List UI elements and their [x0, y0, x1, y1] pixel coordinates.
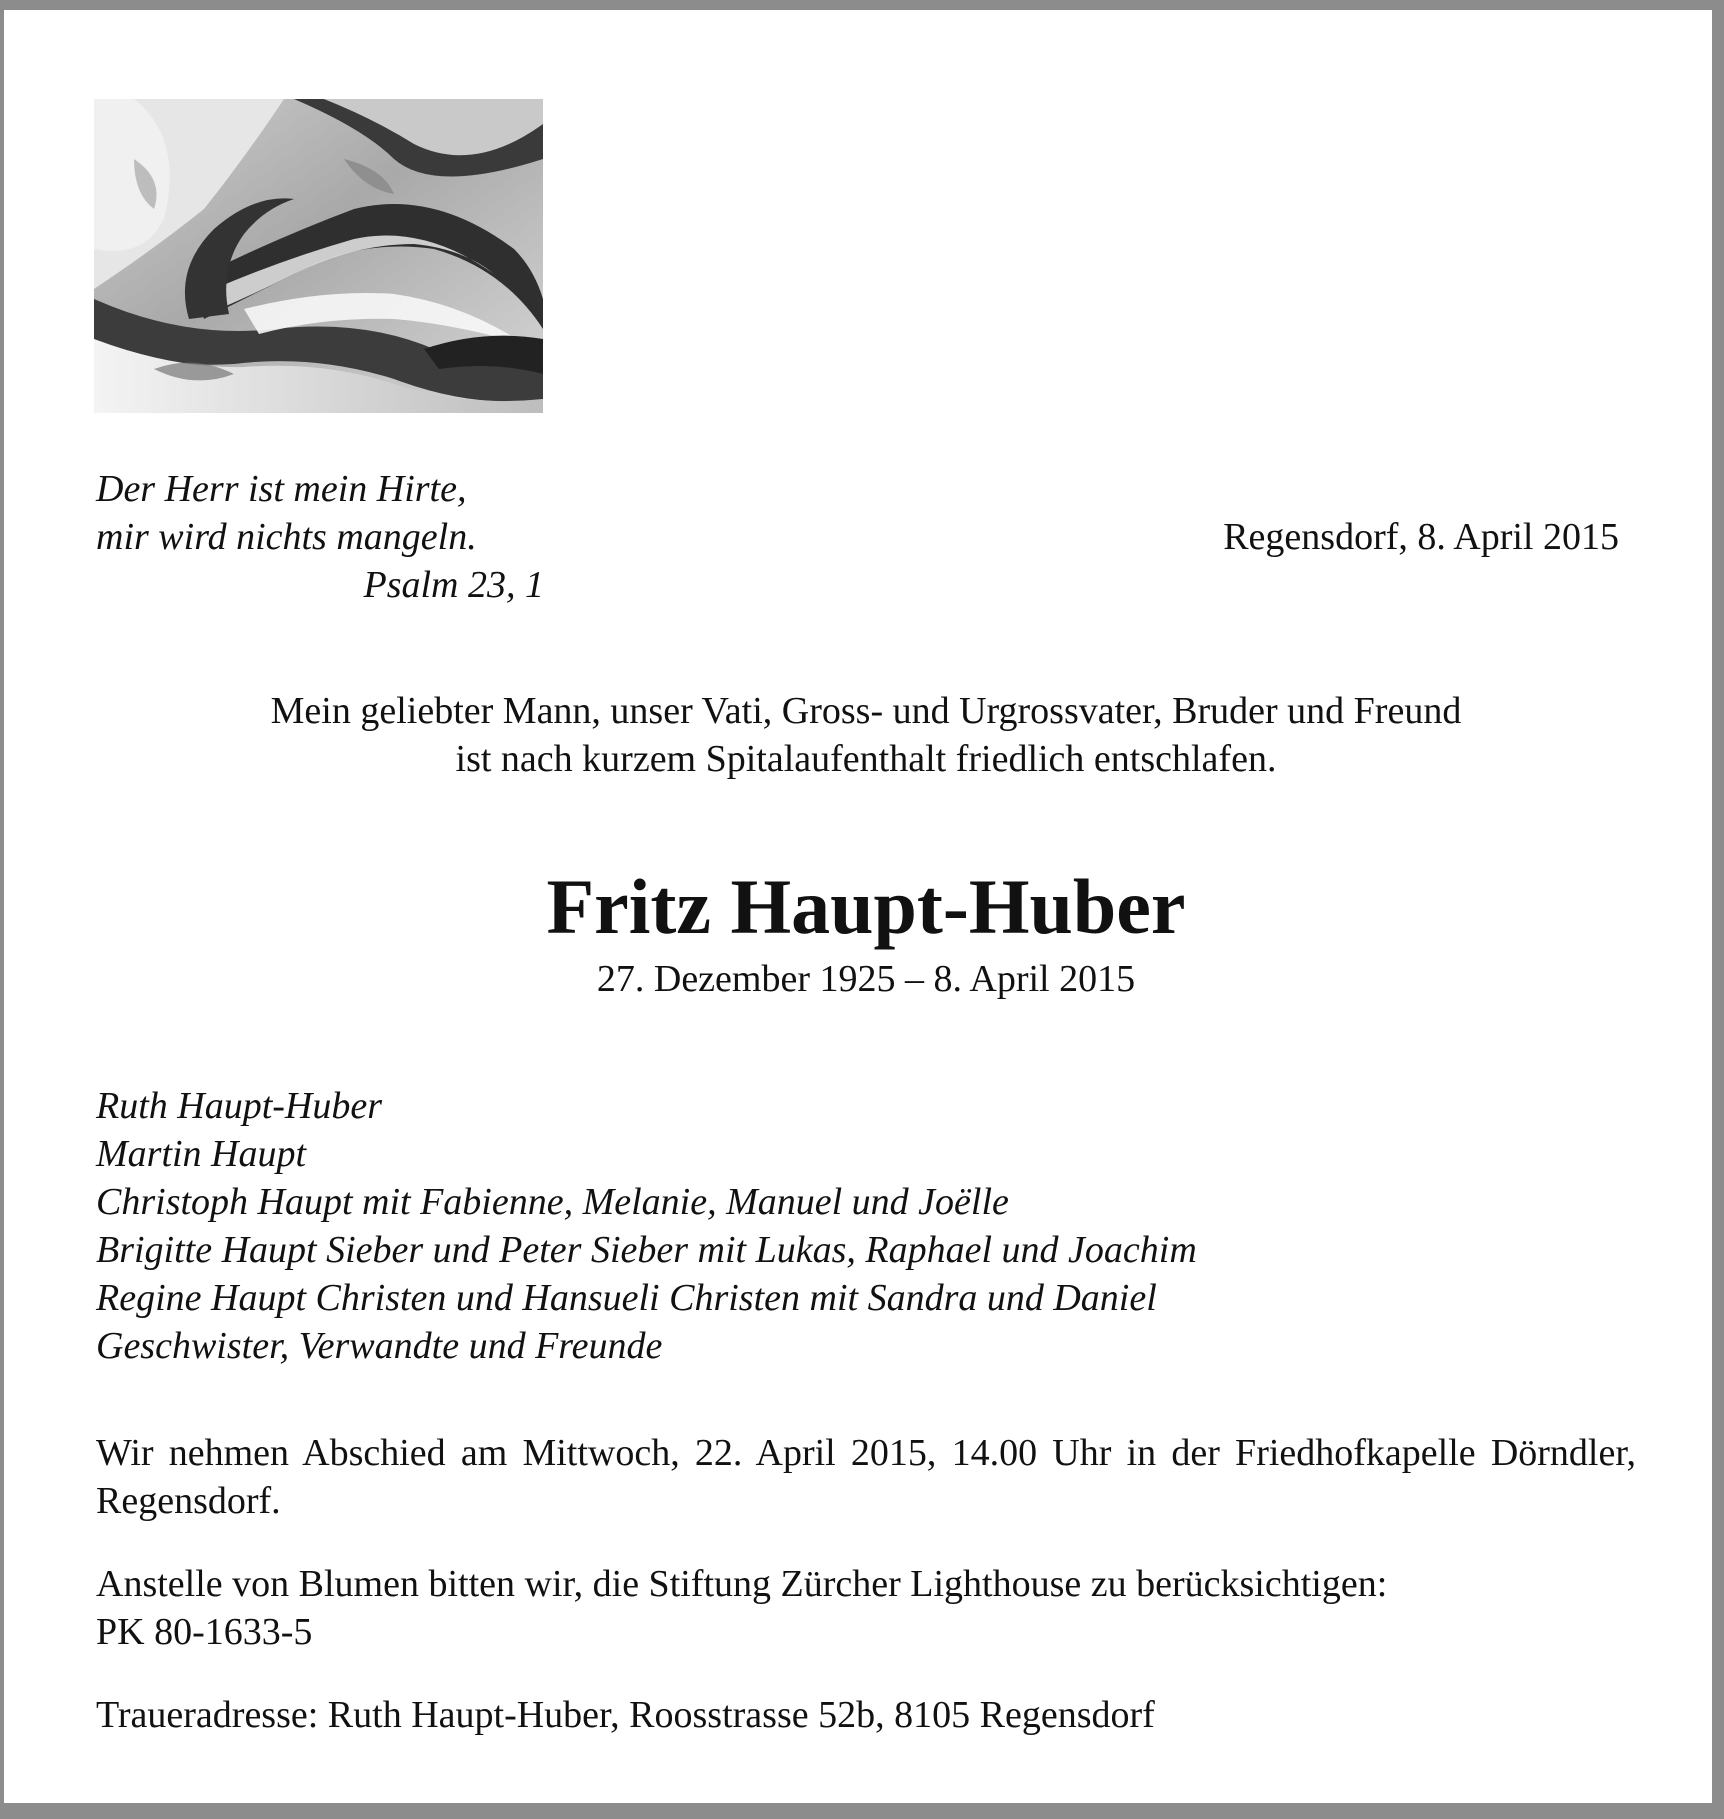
- life-dates: 27. Dezember 1925 – 8. April 2015: [596, 958, 1136, 1000]
- donation-notice: [96, 1560, 1636, 1656]
- intro-line-2: ist nach kurzem Spitalaufenthalt friedlich entschlafen.: [455, 738, 1277, 780]
- abstract-artwork: [94, 99, 543, 413]
- farewell-notice: Wir nehmen Abschied am Mittwoch, 22. April 2015, 14.00 Uhr in der Friedhofkapelle Dörndler, Regensdorf.: [96, 1432, 1636, 1522]
- mourner-line: Christoph Haupt mit Fabienne, Melanie, Manuel und Joëlle: [96, 1181, 1009, 1223]
- mourner-line: Regine Haupt Christen und Hansueli Christen mit Sandra und Daniel: [96, 1277, 1157, 1319]
- psalm-line-2: mir wird nichts mangeln.: [96, 516, 477, 558]
- mourning-address: Traueradresse: Ruth Haupt-Huber, Roosstrasse 52b, 8105 Regensdorf: [96, 1694, 1155, 1736]
- donation-account: PK 80-1633-5: [96, 1611, 313, 1653]
- psalm-line-1: Der Herr ist mein Hirte,: [96, 468, 467, 510]
- mourner-line: Brigitte Haupt Sieber und Peter Sieber mit Lukas, Raphael und Joachim: [96, 1229, 1197, 1271]
- intro-text: [96, 687, 1636, 783]
- place-date: Regensdorf, 8. April 2015: [1223, 516, 1619, 558]
- intro-line-1: Mein geliebter Mann, unser Vati, Gross- und Urgrossvater, Bruder und Freund: [270, 690, 1462, 732]
- psalm-quote: [96, 465, 546, 609]
- deceased-name: Fritz Haupt-Huber: [546, 863, 1186, 950]
- mourner-line: Martin Haupt: [96, 1133, 307, 1175]
- mourners-list: [96, 1082, 1636, 1370]
- mourner-line: Geschwister, Verwandte und Freunde: [96, 1325, 663, 1367]
- donation-text: Anstelle von Blumen bitten wir, die Stiftung Zürcher Lighthouse zu berücksichtigen:: [96, 1563, 1388, 1605]
- mourner-line: Ruth Haupt-Huber: [96, 1085, 383, 1127]
- psalm-reference: Psalm 23, 1: [363, 564, 544, 606]
